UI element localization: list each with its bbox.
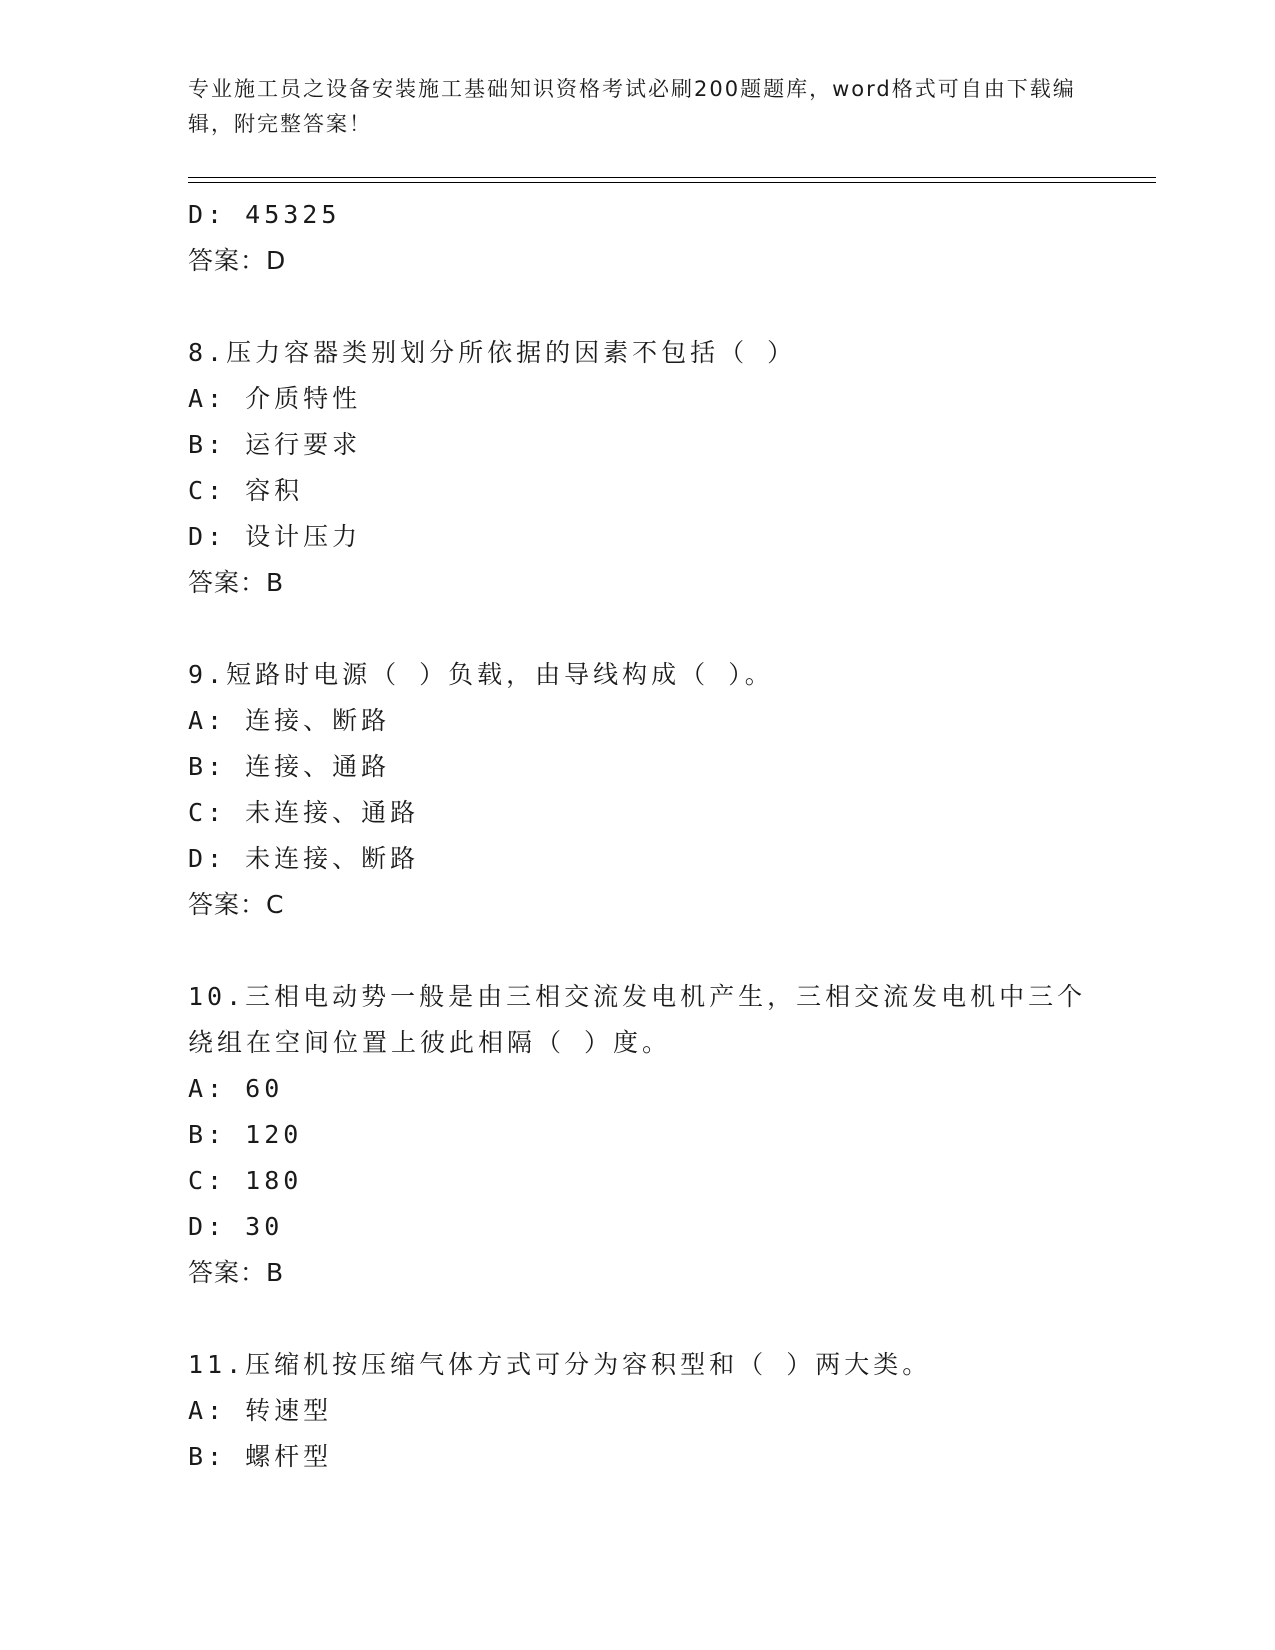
option-c: C: 未连接、通路	[188, 798, 420, 827]
option-b: B: 120	[188, 1120, 303, 1149]
option-a: A: 60	[188, 1074, 284, 1103]
option-a: A: 转速型	[188, 1396, 333, 1425]
question-text: 9.短路时电源（ ）负载，由导线构成（ ）。	[188, 660, 774, 689]
spacer	[188, 284, 1148, 330]
answer: 答案：D	[188, 246, 287, 275]
option-d: D: 45325	[188, 200, 341, 229]
document-header	[188, 72, 1088, 142]
spacer	[188, 928, 1148, 974]
option-c: C: 容积	[188, 476, 304, 505]
answer: 答案：C	[188, 890, 285, 919]
question-list	[188, 192, 1148, 1480]
option-d: D: 30	[188, 1212, 284, 1241]
question-text: 8.压力容器类别划分所依据的因素不包括（ ）	[188, 338, 797, 367]
option-a: A: 连接、断路	[188, 706, 391, 735]
option-a: A: 介质特性	[188, 384, 362, 413]
answer: 答案：B	[188, 568, 285, 597]
option-d: D: 设计压力	[188, 522, 362, 551]
answer: 答案：B	[188, 1258, 285, 1287]
question-8	[188, 330, 1148, 606]
question-text-line-1: 10.三相电动势一般是由三相交流发电机产生，三相交流发电机中三个	[188, 982, 1087, 1011]
question-11	[188, 1342, 1148, 1480]
option-b: B: 螺杆型	[188, 1442, 333, 1471]
option-b: B: 运行要求	[188, 430, 362, 459]
question-10	[188, 974, 1148, 1296]
header-divider-bottom	[188, 182, 1156, 183]
spacer	[188, 1296, 1148, 1342]
question-text-line-2: 绕组在空间位置上彼此相隔（ ）度。	[188, 1028, 672, 1057]
header-title: 专业施工员之设备安装施工基础知识资格考试必刷200题题库，word格式可自由下载编辑，附完整答案！	[188, 77, 1076, 136]
question-9	[188, 652, 1148, 928]
question-text: 11.压缩机按压缩气体方式可分为容积型和（ ）两大类。	[188, 1350, 932, 1379]
header-divider-top	[188, 177, 1156, 178]
option-b: B: 连接、通路	[188, 752, 391, 781]
spacer	[188, 606, 1148, 652]
option-c: C: 180	[188, 1166, 303, 1195]
option-d: D: 未连接、断路	[188, 844, 420, 873]
